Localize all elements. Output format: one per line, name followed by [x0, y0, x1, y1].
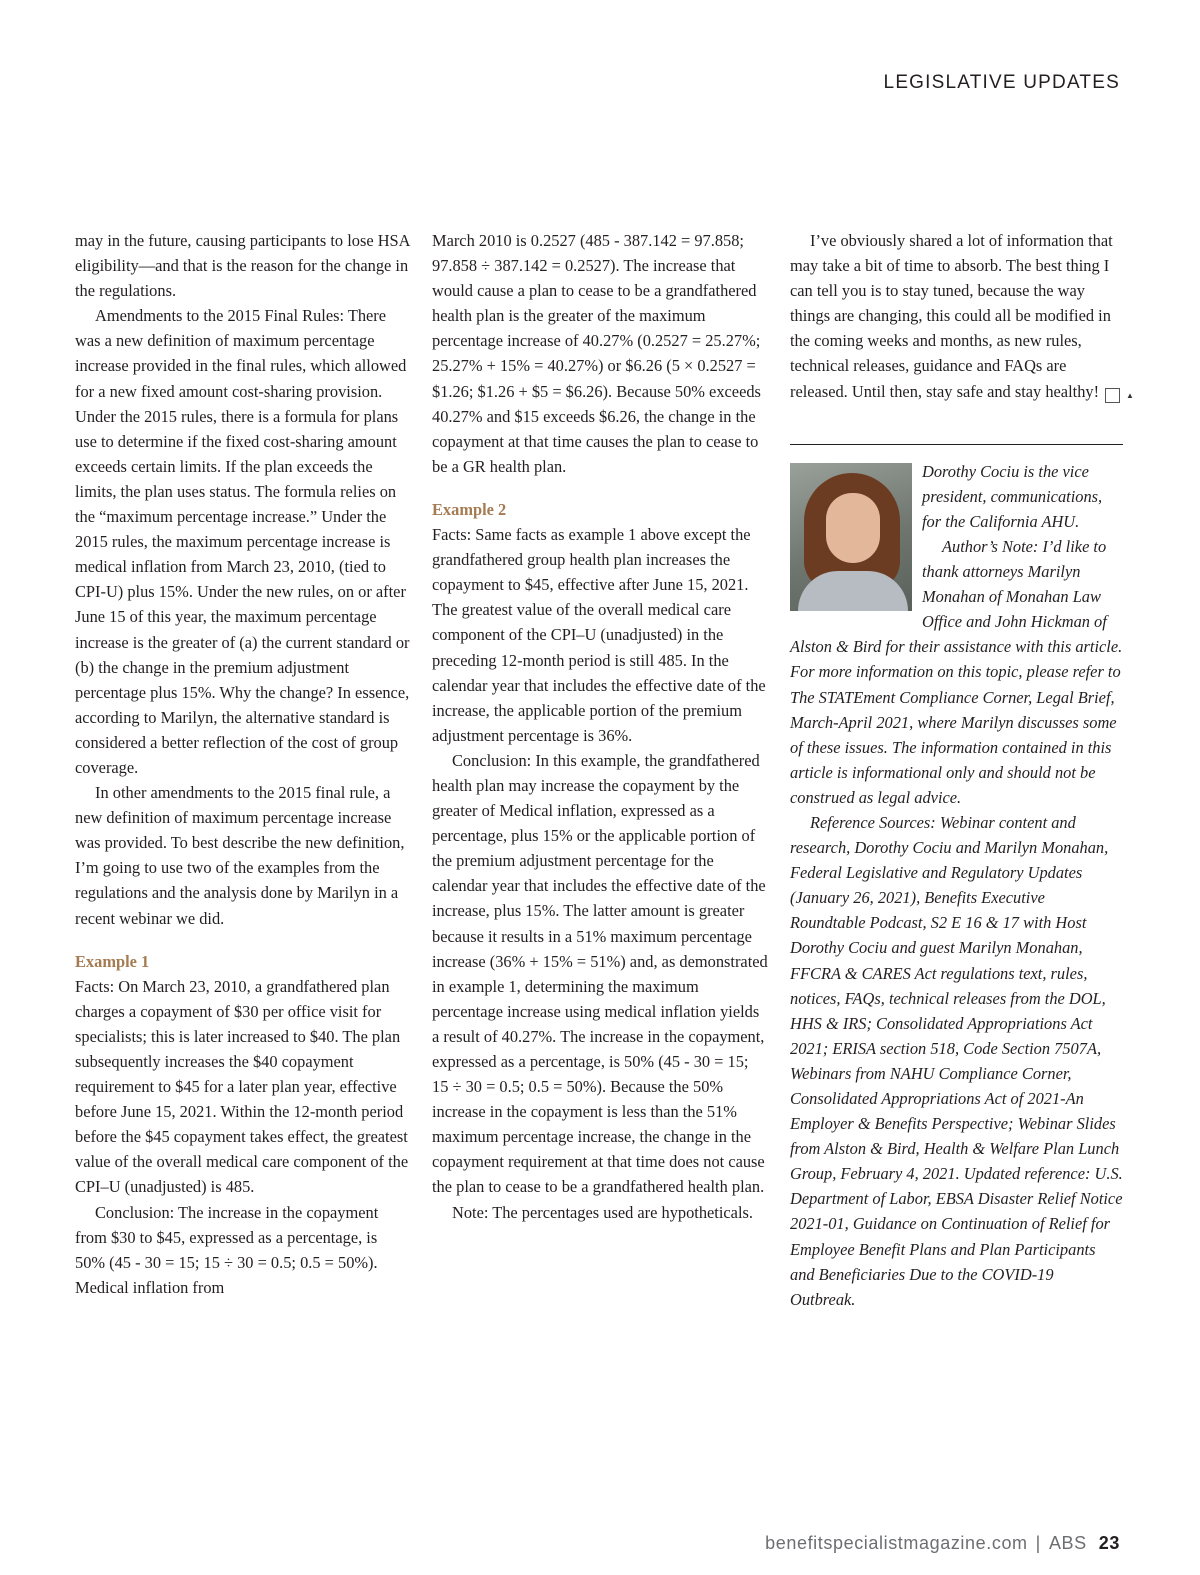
reference-sources: Reference Sources: Webinar content and research, Dorothy Cociu and Marilyn Monahan, Federal Legislative and Regulatory Updates (January 26, 2021), Benefits Executive Roundtable Podcast, S2 E 16 & 17 with Host Dorothy Cociu and guest Marilyn Monahan, FFCRA & CARES Act regulations text, rules, notices, FAQs, technical releases from the DOL, HHS & IRS; Consolidated Appropriations Act 2021; ERISA section 518, Code Section 7507A, Webinars from NAHU Compliance Corner, Consolidated Appropriations Act of 2021-An Employer & Benefits Perspective; Webinar Slides from Alston & Bird, Health & Welfare Plan Lunch Group, February 4, 2021. Updated reference: U.S. Department of Labor, EBSA Disaster Relief Notice 2021-01, Guidance on Continuation of Relief for Employee Benefit Plans and Plan Participants and Beneficiaries Due to the COVID-19 Outbreak. — [790, 812, 1123, 1309]
author-bio — [790, 459, 1123, 1312]
article-column-3 — [790, 228, 1134, 1312]
bio-text: Dorothy Cociu is the vice president, communications, for the California AHU. — [922, 461, 1103, 531]
footer-publication: ABS — [1048, 1533, 1087, 1553]
example-1-heading: Example 1 — [75, 951, 150, 971]
paragraph: Amendments to the 2015 Final Rules: There was a new definition of maximum percentage increase provided in the final rules, which allowed for a new fixed amount cost-sharing provision. Under the 2015 rules, there is a formula for plans use to determine if the fixed cost-sharing amount exceeds certain limits. If the plan exceeds the limits, the plan uses status. The formula relies on the “maximum percentage increase.” Under the 2015 rules, the maximum percentage increase is medical inflation from March 23, 2010, (tied to CPI-U) plus 15%. Under the new rules, on or after June 15 of this year, the maximum percentage increase is the greater of (a) the current standard or (b) the change in the premium adjustment percentage plus 15%. Why the change? In essence, according to Marilyn, the alternative standard is considered a better reflection of the cost of group coverage. — [75, 306, 410, 777]
article-column-2 — [432, 228, 768, 1225]
example-2-heading: Example 2 — [432, 499, 507, 519]
section-header: LEGISLATIVE UPDATES — [883, 72, 1120, 93]
paragraph: Conclusion: The increase in the copayment from $30 to $45, expressed as a percentage, is 50% (45 - 30 = 15; 15 ÷ 30 = 0.5; 0.5 = 50%). Medical inflation from — [75, 1202, 379, 1297]
divider — [790, 444, 1123, 445]
end-of-article-icon: ▲ — [1105, 388, 1120, 403]
paragraph: Facts: Same facts as example 1 above except the grandfathered group health plan increases the copayment to $45, effective after June 15, 2021. The greatest value of the overall medical care component of the CPI–U (unadjusted) in the preceding 12-month period is still 485. In the calendar year that includes the effective date of the increase, the applicable portion of the premium adjustment percentage is 36%. — [432, 525, 766, 745]
authors-note: Author’s Note: I’d like to thank attorneys Marilyn Monahan of Monahan Law Office and John Hickman of Alston & Bird for their assistance with this article. For more information on this topic, please refer to The STATEment Compliance Corner, Legal Brief, March-April 2021, where Marilyn discusses some of these issues. The information contained in this article is informational only and should not be construed as legal advice. — [790, 536, 1123, 807]
footer-separator: | — [1035, 1533, 1041, 1553]
paragraph: Note: The percentages used are hypotheticals. — [452, 1202, 753, 1222]
paragraph: may in the future, causing participants to lose HSA eligibility—and that is the reason for the change in the regulations. — [75, 231, 410, 301]
author-photo — [790, 463, 912, 611]
closing-text: I’ve obviously shared a lot of information that may take a bit of time to absorb. The best thing I can tell you is to stay tuned, because the way things are changing, this could all be modified in the coming weeks and months, as new rules, technical releases, guidance and FAQs are released. Until then, stay safe and stay healthy! — [790, 231, 1113, 401]
closing-paragraph — [790, 228, 1134, 404]
page-footer — [765, 1533, 1120, 1554]
footer-website: benefitspecialistmagazine.com — [765, 1533, 1028, 1553]
page-number: 23 — [1098, 1533, 1120, 1553]
article-column-1 — [75, 228, 410, 1300]
paragraph: Facts: On March 23, 2010, a grandfathered plan charges a copayment of $30 per office visit for specialists; this is later increased to $40. The plan subsequently increases the $40 copayment requirement to $45 for a later plan year, effective before June 15, 2021. Within the 12-month period before the $45 copayment takes effect, the greatest value of the overall medical care component of the CPI–U (unadjusted) is 485. — [75, 976, 409, 1197]
paragraph: Conclusion: In this example, the grandfathered health plan may increase the copayment by the greater of Medical inflation, expressed as a percentage, plus 15% or the applicable portion of the premium adjustment percentage for the calendar year that includes the effective date of the increase, plus 15%. The latter amount is greater because it results in a 51% maximum percentage increase (36% + 15% = 51%) and, as demonstrated in example 1, determining the maximum percentage increase using medical inflation yields a result of 40.27%. The increase in the copayment, expressed as a percentage, is 50% (45 - 30 = 15; 15 ÷ 30 = 0.5; 0.5 = 50%). Because the 50% increase in the copayment is less than the 51% maximum percentage increase, the change in the copayment requirement at that time does not cause the plan to cease to be a grandfathered health plan. — [432, 750, 768, 1197]
paragraph: In other amendments to the 2015 final rule, a new definition of maximum percentage increase was provided. To best describe the new definition, I’m going to use two of the examples from the regulations and the analysis done by Marilyn in a recent webinar we did. — [75, 783, 405, 928]
paragraph: March 2010 is 0.2527 (485 - 387.142 = 97.858; 97.858 ÷ 387.142 = 0.2527). The increase that would cause a plan to cease to be a grandfathered health plan is the greater of the maximum percentage increase of 40.27% (0.2527 = 25.27%; 25.27% + 15% = 40.27%) or $6.26 (5 × 0.2527 = $1.26; $1.26 + $5 = $6.26). Because 50% exceeds 40.27% and $15 exceeds $6.26, the change in the copayment at that time causes the plan to cease to be a GR health plan. — [432, 231, 761, 476]
